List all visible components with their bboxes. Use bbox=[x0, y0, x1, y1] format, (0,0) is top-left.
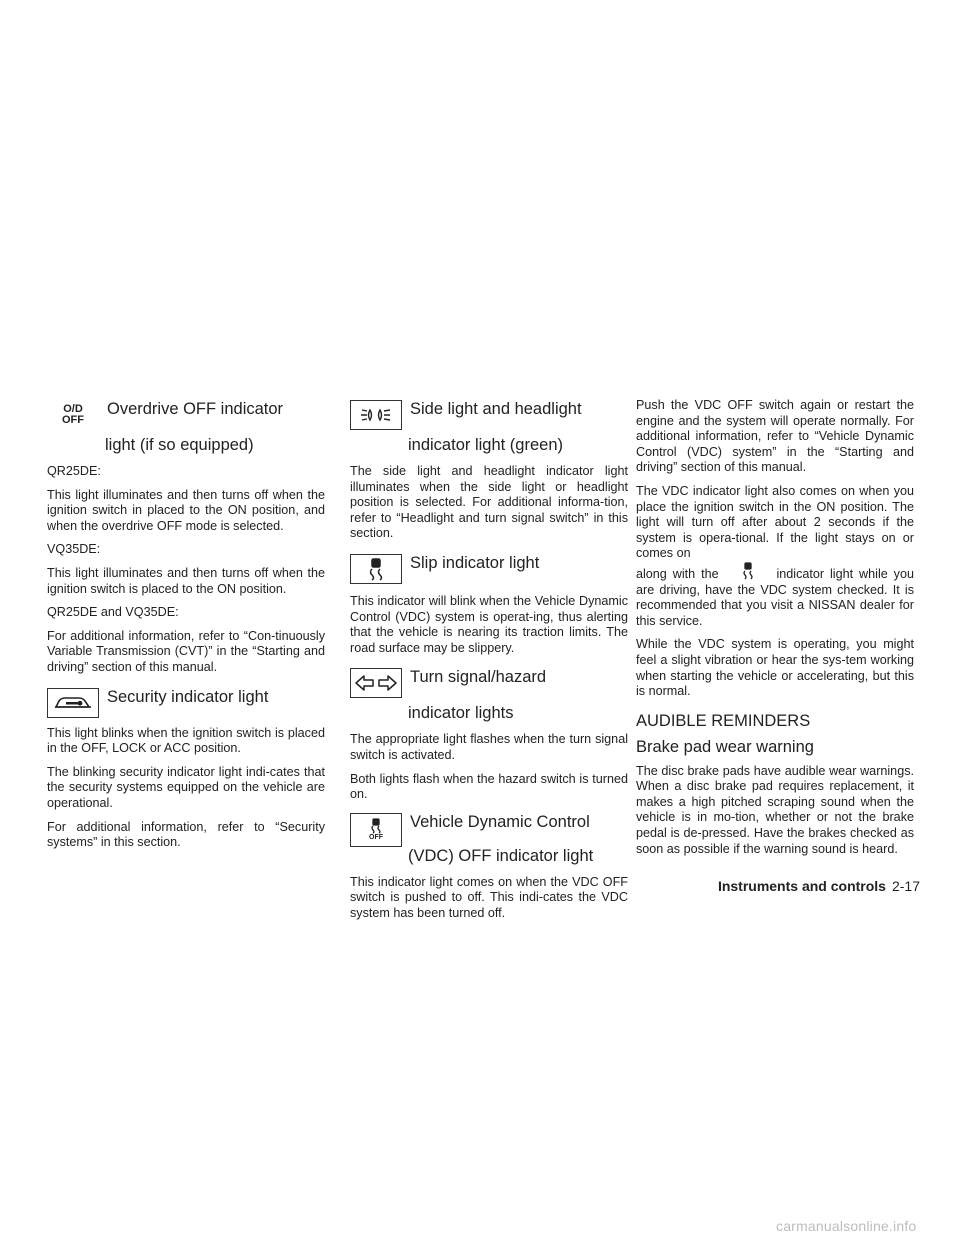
paragraph: The appropriate light flashes when the turn signal switch is activated. bbox=[350, 732, 628, 762]
paragraph: Push the VDC OFF switch again or restart the engine and the system will operate normally. For additional information, refer to “Vehicle Dynamic Control (VDC) system” in the “Starting and driving” section of this manual. bbox=[636, 398, 914, 475]
turn-signal-arrows-icon bbox=[350, 668, 402, 698]
paragraph: The blinking security indicator light indi-cates that the security systems equipped on the vehicle are operational. bbox=[47, 764, 325, 810]
section-heading: AUDIBLE REMINDERS bbox=[636, 711, 811, 730]
column-1 bbox=[47, 398, 325, 859]
security-indicator-heading bbox=[47, 686, 325, 718]
footer-section-title: Instruments and controls bbox=[717, 878, 886, 894]
vdc-off-title-line2: (VDC) OFF indicator light bbox=[408, 846, 594, 865]
paragraph: QR25DE and VQ35DE: bbox=[47, 605, 179, 620]
paragraph: This light illuminates and then turns off when the ignition switch is placed to the ON position. bbox=[47, 565, 325, 596]
slip-indicator-heading bbox=[350, 552, 628, 584]
page-number: 2-17 bbox=[891, 878, 920, 894]
paragraph: The VDC indicator light also comes on when you place the ignition switch in the ON position. The light will turn off after about 2 seconds if the system is opera-tional. If the light stays on or comes on bbox=[636, 483, 914, 561]
overdrive-off-title-line2: light (if so equipped) bbox=[105, 436, 254, 454]
slip-indicator-title: Slip indicator light bbox=[410, 553, 540, 572]
vdc-off-icon: OFF bbox=[350, 813, 402, 847]
side-light-title-line2: indicator light (green) bbox=[408, 436, 563, 454]
subsection-heading: Brake pad wear warning bbox=[636, 737, 814, 756]
overdrive-off-title: Overdrive OFF indicator bbox=[107, 400, 284, 418]
turn-signal-heading bbox=[350, 666, 628, 698]
side-light-heading bbox=[350, 398, 628, 430]
paragraph: This indicator will blink when the Vehicle Dynamic Control (VDC) system is operat-ing, thus alerting that the vehicle is nearing its traction limits. The road surface may be slippery. bbox=[350, 593, 628, 655]
paragraph: While the VDC system is operating, you might feel a slight vibration or hear the sys-tem working when starting the vehicle or accelerating, but this is normal. bbox=[636, 637, 914, 699]
paragraph: For additional information, refer to “Security systems” in this section. bbox=[47, 819, 325, 850]
paragraph: VQ35DE: bbox=[47, 542, 101, 557]
paragraph: For additional information, refer to “Con-tinuously Variable Transmission (CVT)” in the “Starting and driving” section of this manual. bbox=[47, 628, 325, 674]
overdrive-off-heading bbox=[47, 398, 325, 430]
watermark: carmanualsonline.info bbox=[776, 1218, 917, 1234]
column-3 bbox=[636, 398, 914, 865]
paragraph: The side light and headlight indicator light illuminates when the side light or headlight position is selected. For additional informa-tion, refer to “Headlight and turn signal switch” in this section. bbox=[350, 464, 628, 541]
headlight-icon bbox=[350, 400, 402, 430]
vdc-off-heading bbox=[350, 811, 628, 847]
slip-indicator-inline-icon bbox=[725, 562, 771, 578]
paragraph: QR25DE: bbox=[47, 464, 101, 478]
side-light-title: Side light and headlight bbox=[410, 400, 582, 418]
slip-car-icon bbox=[350, 554, 402, 584]
paragraph: This indicator light comes on when the VDC OFF switch is pushed to off. This indi-cates the VDC system has been turned off. bbox=[350, 874, 628, 920]
paragraph-with-icon: along with the indicator light while you are driving, have the VDC system checked. It is recommended that you visit a NISSAN dealer for this service. bbox=[636, 562, 914, 629]
paragraph: This light blinks when the ignition switch is placed in the OFF, LOCK or ACC position. bbox=[47, 725, 325, 756]
overdrive-off-icon: O/D OFF bbox=[47, 400, 99, 430]
security-indicator-title: Security indicator light bbox=[107, 687, 269, 706]
paragraph: The disc brake pads have audible wear warnings. When a disc brake pad requires replacement, it makes a high pitched scraping sound when the vehicle is in mo-tion, whether or not the brake pedal is de-pressed. Have the brakes checked as soon as possible if the warning sound is heard. bbox=[636, 763, 914, 856]
column-2 bbox=[350, 398, 628, 930]
turn-signal-title: Turn signal/hazard bbox=[410, 668, 547, 687]
vdc-off-title: Vehicle Dynamic Control bbox=[410, 812, 590, 831]
paragraph: Both lights flash when the hazard switch is turned on. bbox=[350, 771, 628, 802]
turn-signal-title-line2: indicator lights bbox=[408, 704, 514, 723]
security-car-key-icon bbox=[47, 688, 99, 718]
page-footer bbox=[706, 876, 920, 896]
paragraph: This light illuminates and then turns off when the ignition switch in placed to the ON position, and when the overdrive OFF mode is selected. bbox=[47, 487, 325, 533]
